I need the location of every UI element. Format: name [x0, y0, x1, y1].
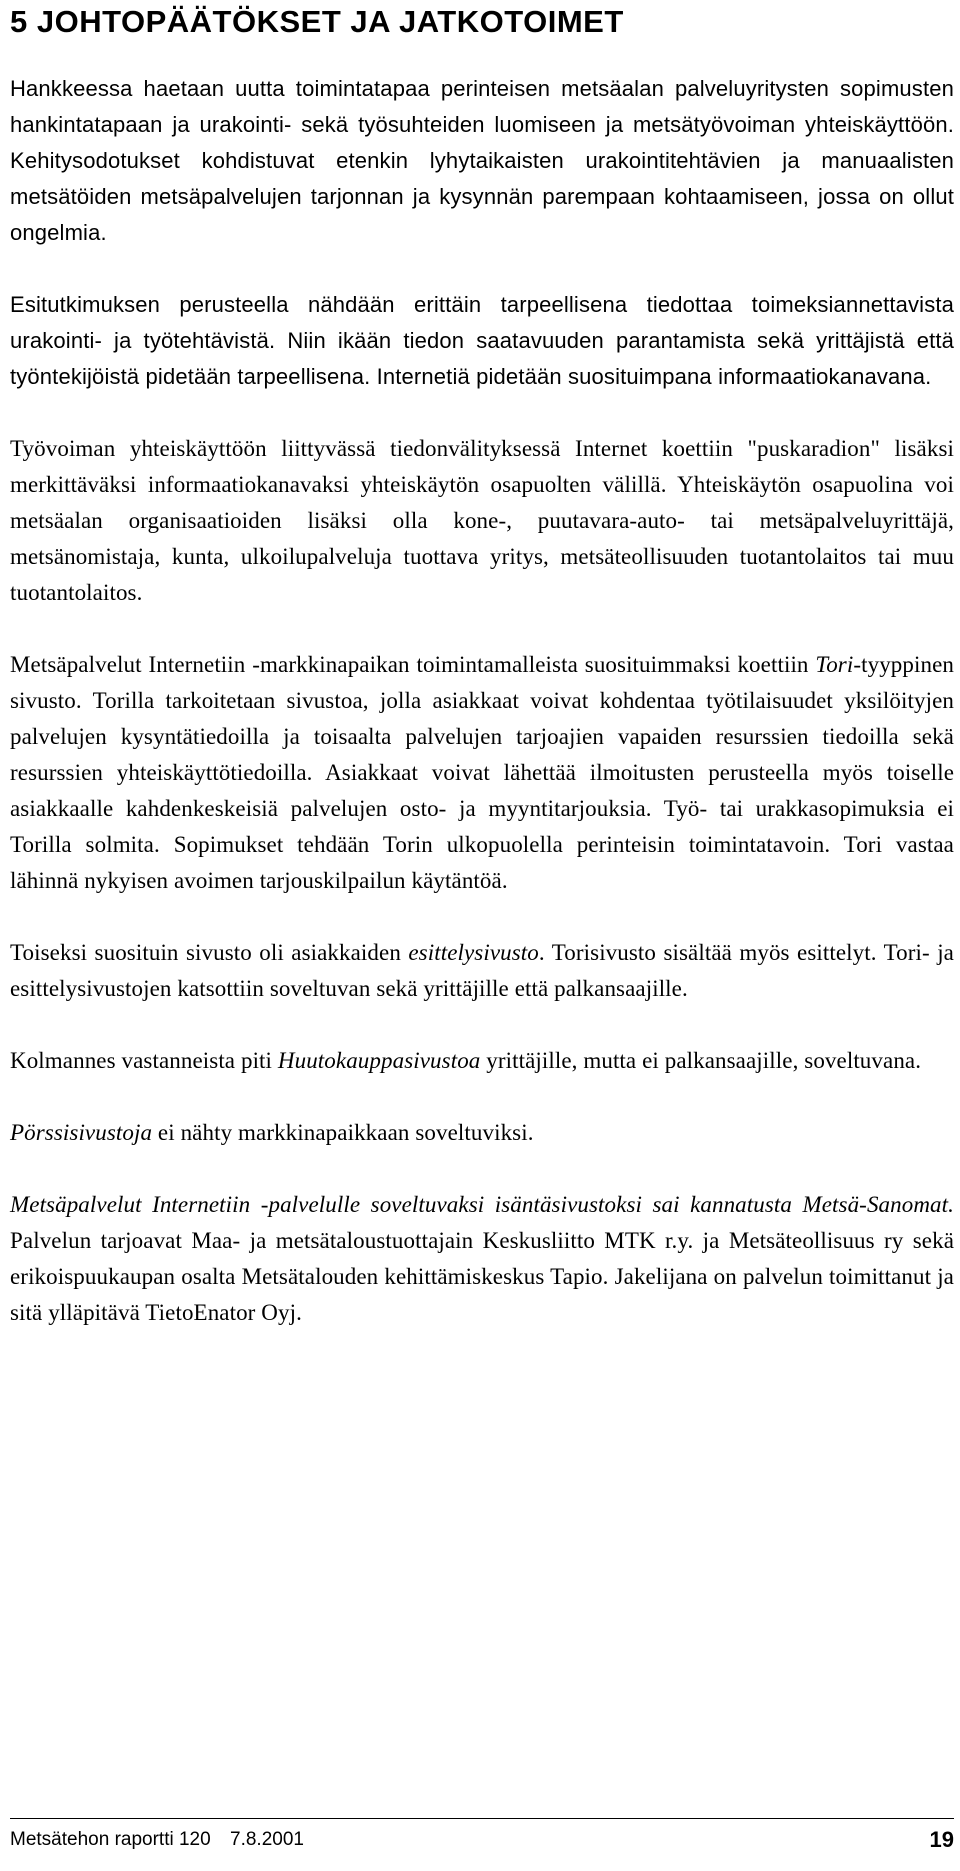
paragraph-3: Työvoiman yhteiskäyttöön liittyvässä tiedonvälityksessä Internet koettiin "puskaradion" lisäksi merkittäväksi informaatiokanavaksi yhteiskäytön osapuolten välillä. Yhteiskäytön osapuolina voi metsäalan organisaatioiden lisäksi olla kone-, puutavara-auto- tai metsäpalveluyrittäjä, metsänomistaja, kunta, ulkoilupalveluja tuottava yritys, metsäteollisuuden tuotantolaitos tai muu tuotantolaitos.	[10, 436, 954, 605]
esittelysivusto-term: esittelysivusto	[408, 940, 539, 965]
paragraph-4-text-b: -tyyppinen sivusto. Torilla tarkoitetaan sivustoa, jolla asiakkaat voivat kohdentaa työtilaisuudet yksilöityjen palvelujen kysyntätiedoilla ja toisaalta palvelujen tarjoajien vapaiden resurssien tiedoilla sekä resurssien yhteiskäyttötiedoilla. Asiakkaat voivat lähettää ilmoitusten perusteella myös toiselle asiakkaalle kahdenkeskeisiä palvelujen osto- ja myyntitarjouksia. Työ- tai urakkasopimuksia ei Torilla solmita. Sopimukset tehdään Torin ulkopuolella perinteisin toimintatavoin. Tori vastaa lähinnä nykyisen avoimen tarjouskilpailun käytäntöä.	[10, 652, 954, 893]
paragraph-4-text-a: Metsäpalvelut Internetiin -markkinapaikan toimintamalleista suosituimmaksi koettiin	[10, 652, 816, 677]
paragraph-6-text-b: yrittäjille, mutta ei palkansaajille, soveltuvana.	[480, 1048, 922, 1073]
page-footer	[10, 1818, 954, 1863]
footer-rule	[10, 1818, 954, 1819]
paragraph-5-text-a: Toiseksi suosituin sivusto oli asiakkaiden	[10, 940, 409, 965]
footer-row	[10, 1829, 954, 1863]
footer-report-name: Metsätehon raportti 120	[10, 1829, 211, 1850]
huutokauppasivusto-term: Huutokauppasivustoa	[277, 1048, 481, 1073]
tori-term: Tori	[815, 652, 854, 677]
paragraph-7-text-b: ei nähty markkinapaikkaan soveltuviksi.	[152, 1120, 534, 1145]
body-text	[10, 71, 954, 1331]
paragraph-5	[10, 935, 954, 1007]
page-number: 19	[929, 1827, 954, 1852]
paragraph-6-text-a: Kolmannes vastanneista piti	[10, 1048, 278, 1073]
paragraph-6	[10, 1043, 954, 1079]
paragraph-1: Hankkeessa haetaan uutta toimintatapaa perinteisen metsäalan palveluyritysten sopimusten hankintatapaan ja urakointi- sekä työsuhteiden luomiseen ja metsätyövoiman yhteiskäyttöön. Kehitysodotukset kohdistuvat etenkin lyhytaikaisten urakointitehtävien ja manuaalisten metsätöiden metsäpalvelujen tarjonnan ja kysynnän parempaan kohtaamiseen, jossa on ollut ongelmia.	[10, 76, 954, 245]
porssisivusto-term: Pörssisivustoja	[10, 1120, 153, 1145]
paragraph-7	[10, 1115, 954, 1151]
paragraph-5-text-b: . Torisivusto sisältää myös esittelyt. Tori- ja esittelysivustojen katsottiin soveltuvan sekä yrittäjille että palkansaajille.	[10, 940, 954, 1001]
paragraph-8-italic: Metsäpalvelut Internetiin -palvelulle soveltuvaksi isäntäsivustoksi sai kannatusta Metsä-Sanomat.	[10, 1192, 954, 1217]
section-heading: 5 JOHTOPÄÄTÖKSET JA JATKOTOIMET	[10, 4, 624, 39]
paragraph-4	[10, 647, 954, 899]
paragraph-2: Esitutkimuksen perusteella nähdään erittäin tarpeellisena tiedottaa toimeksiannettavista urakointi- ja työtehtävistä. Niin ikään tiedon saatavuuden parantamista sekä yrittäjistä että työntekijöistä pidetään tarpeellisena. Internetiä pidetään suosituimpana informaatiokanavana.	[10, 292, 954, 389]
footer-date: 7.8.2001	[230, 1829, 304, 1850]
paragraph-8-text-b: Palvelun tarjoavat Maa- ja metsätaloustuottajain Keskusliitto MTK r.y. ja Metsäteollisuus ry sekä erikoispuukaupan osalta Metsätalouden kehittämiskeskus Tapio. Jakelijana on palvelun toimittanut ja sitä ylläpitävä TietoEnator Oyj.	[10, 1228, 954, 1325]
paragraph-8	[10, 1187, 954, 1331]
